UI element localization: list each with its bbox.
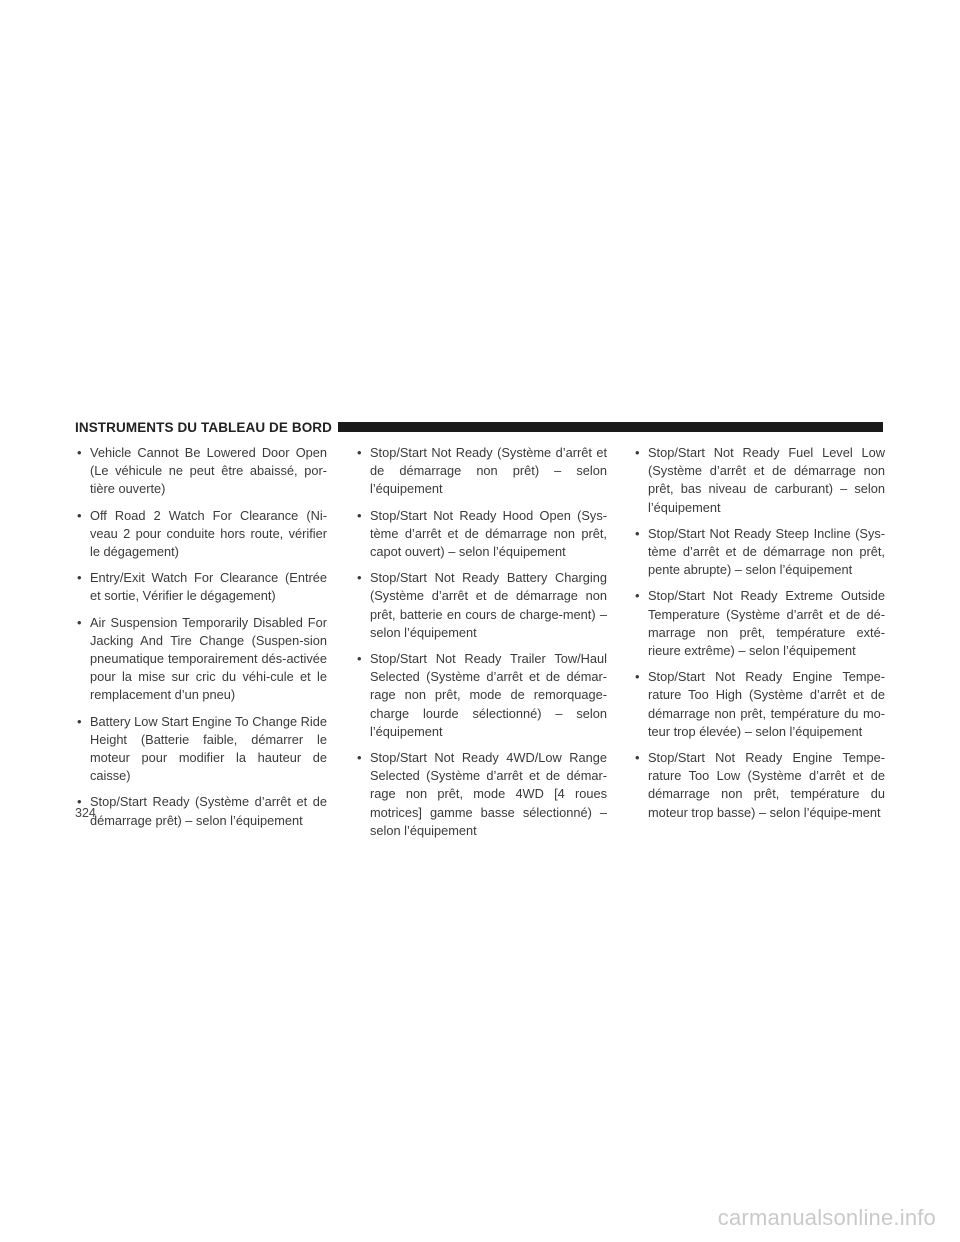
list-item-text: Vehicle Cannot Be Lowered Door Open (Le véhicule ne peut être abaissé, por-tière ouverte) (90, 445, 327, 497)
list-item-text: Stop/Start Not Ready Engine Tempe-rature Too High (Système d’arrêt et de démarrage non prêt, température du mo-teur trop élevée) – selon l’équipement (648, 669, 885, 739)
list-item-text: Stop/Start Not Ready Engine Tempe-rature Too Low (Système d’arrêt et de démarrage non prêt, température du moteur trop basse) – selon l’équipe-ment (648, 750, 885, 820)
list-item-text: Stop/Start Not Ready Battery Charging (Système d’arrêt et de démarrage non prêt, batterie en cours de charge-ment) – selon l’équipement (370, 570, 607, 640)
list-item (355, 444, 607, 499)
list-item (75, 444, 327, 499)
bullet-icon: • (357, 750, 362, 766)
list-item-text: Stop/Start Not Ready Trailer Tow/Haul Selected (Système d’arrêt et de démar-rage non prêt, mode de remorquage-charge lourde sélectionné) – selon l’équipement (370, 651, 607, 739)
bullet-icon: • (635, 525, 640, 541)
list-item (355, 749, 607, 840)
list-item-text: Stop/Start Not Ready (Système d’arrêt et de démarrage non prêt) – selon l’équipement (370, 445, 607, 497)
list-item-text: Battery Low Start Engine To Change Ride Height (Batterie faible, démarrer le moteur pour modifier la hauteur de caisse) (90, 713, 327, 784)
list-item (633, 668, 885, 741)
bullet-icon: • (77, 570, 82, 586)
section-title: INSTRUMENTS DU TABLEAU DE BORD (75, 419, 332, 435)
bullet-icon: • (77, 794, 82, 810)
section-header (75, 417, 883, 437)
bullet-icon: • (357, 445, 362, 460)
list-item (633, 587, 885, 660)
list-item-text: Stop/Start Not Ready Fuel Level Low (Système d’arrêt et de démarrage non prêt, bas niveau de carburant) – selon l’équipement (648, 445, 885, 515)
list-item (633, 749, 885, 822)
list-item (633, 525, 885, 580)
bullet-icon: • (77, 507, 82, 523)
bullet-icon: • (77, 445, 82, 460)
list-item-text: Air Suspension Temporarily Disabled For Jacking And Tire Change (Suspen-sion pneumatique temporairement dés-activée pour la mise sur cric du véhi-cule et le remplacement d’un pneu) (90, 614, 327, 703)
bullet-icon: • (77, 713, 82, 729)
list-item-text: Stop/Start Not Ready Extreme Outside Temperature (Système d’arrêt et de dé-marrage non prêt, température exté-rieure extrême) – selon l’équipement (648, 588, 885, 659)
list-item-text: Stop/Start Not Ready 4WD/Low Range Selected (Système d’arrêt et de démar-rage non prêt, mode 4WD [4 roues motrices] gamme basse sélectionné) – selon l’équipement (370, 750, 607, 838)
list-item-text: Stop/Start Ready (Système d’arrêt et de démarrage prêt) – selon l’équipement (90, 794, 327, 828)
list-item-text: Stop/Start Not Ready Hood Open (Sys-tème d’arrêt et de démarrage non prêt, capot ouvert) – selon l’équipement (370, 507, 607, 560)
list-item (355, 569, 607, 642)
column-2 (355, 444, 607, 848)
column-3 (633, 444, 885, 830)
list-item (75, 614, 327, 705)
bullet-icon: • (635, 669, 640, 685)
list-item-text: Off Road 2 Watch For Clearance (Ni-veau 2 pour conduite hors route, vérifier le dégagement) (90, 507, 327, 560)
list-item (75, 713, 327, 786)
bullet-icon: • (357, 507, 362, 523)
bullet-icon: • (357, 570, 362, 586)
list-item (75, 569, 327, 605)
page-number: 324 (75, 806, 96, 820)
list-item-text: Stop/Start Not Ready Steep Incline (Sys-tème d’arrêt et de démarrage non prêt, pente abrupte) – selon l’équipement (648, 525, 885, 578)
bullet-icon: • (77, 614, 82, 630)
list-item (633, 444, 885, 517)
header-rule (338, 422, 883, 432)
watermark: carmanualsonline.info (717, 1205, 936, 1230)
list-item (75, 507, 327, 562)
list-item (355, 507, 607, 562)
bullet-icon: • (635, 588, 640, 604)
list-item (355, 650, 607, 741)
column-1 (75, 444, 327, 838)
list-item-text: Entry/Exit Watch For Clearance (Entrée et sortie, Vérifier le dégagement) (90, 570, 327, 604)
bullet-icon: • (635, 750, 640, 766)
list-item (75, 793, 327, 829)
bullet-icon: • (357, 651, 362, 667)
bullet-icon: • (635, 445, 640, 460)
